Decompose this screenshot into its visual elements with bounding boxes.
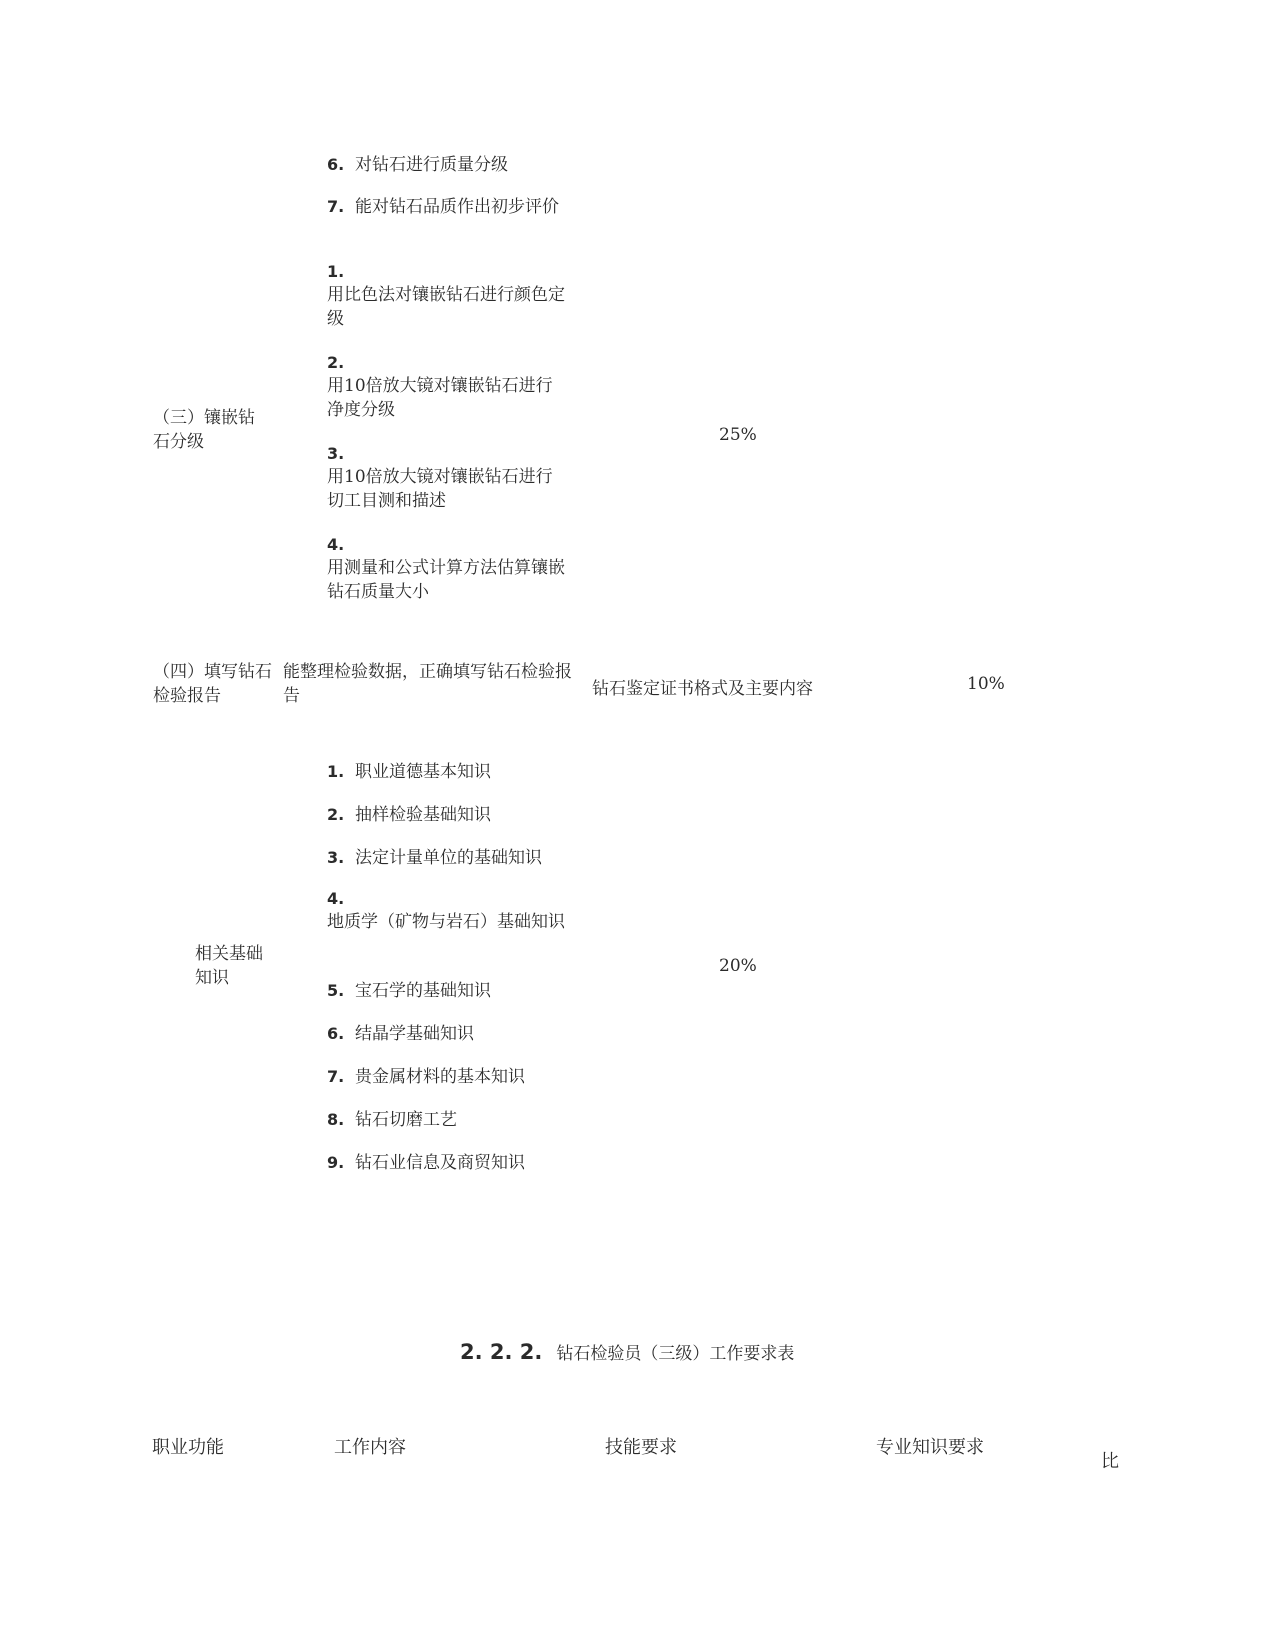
table-title [460,1339,794,1364]
job-function-report: （四）填写钻石检验报告 [153,662,272,706]
list-item [327,150,508,175]
list-item [327,261,567,331]
list-item [327,534,567,604]
list-item [327,976,491,1001]
item-text: 钻石业信息及商贸知识 [355,1153,525,1173]
item-number: 7. [327,197,345,216]
item-number: 3. [327,444,345,463]
list-item [327,1105,457,1130]
item-text: 用测量和公式计算方法估算镶嵌钻石质量大小 [327,558,565,602]
weight-percent: 25% [719,425,757,445]
section-title: 钻石检验员（三级）工作要求表 [556,1344,795,1364]
item-text: 贵金属材料的基本知识 [355,1067,525,1087]
item-number: 9. [327,1153,345,1172]
item-text: 用10倍放大镜对镶嵌钻石进行切工目测和描述 [327,467,553,511]
job-function-basic: 相关基础知识 [195,944,263,988]
list-item [327,352,567,422]
item-number: 2. [327,805,345,824]
list-item [327,1019,474,1044]
item-number: 6. [327,1024,345,1043]
item-text: 能对钻石品质作出初步评价 [355,197,559,217]
knowledge-requirement: 钻石鉴定证书格式及主要内容 [592,679,813,699]
item-number: 1. [327,762,345,781]
list-item [327,443,567,513]
item-text: 地质学（矿物与岩石）基础知识 [327,912,565,932]
item-text: 钻石切磨工艺 [355,1110,457,1130]
column-header-knowledge: 专业知识要求 [876,1437,984,1458]
item-number: 1. [327,262,345,281]
job-function-inlay: （三）镶嵌钻石分级 [153,408,255,452]
list-item [327,757,491,782]
item-number: 5. [327,981,345,1000]
item-number: 2. [327,353,345,372]
list-item [327,800,491,825]
item-text: 职业道德基本知识 [355,762,491,782]
item-number: 8. [327,1110,345,1129]
list-item [327,1148,525,1173]
item-number: 3. [327,848,345,867]
column-header-content: 工作内容 [334,1437,406,1458]
item-text: 法定计量单位的基础知识 [355,848,542,868]
item-number: 7. [327,1067,345,1086]
weight-percent: 20% [719,956,757,976]
list-item [327,843,542,868]
work-content: 能整理检验数据，正确填写钻石检验报告 [283,662,572,706]
list-item [327,192,559,217]
item-text: 对钻石进行质量分级 [355,155,508,175]
column-header-weight: 比 [1101,1451,1119,1472]
column-header-skills: 技能要求 [605,1437,677,1458]
item-number: 4. [327,535,345,554]
section-number: 2. 2. 2. [460,1340,543,1364]
item-number: 4. [327,889,345,908]
list-item [327,888,572,934]
item-text: 用比色法对镶嵌钻石进行颜色定级 [327,285,565,329]
item-text: 宝石学的基础知识 [355,981,491,1001]
list-item [327,1062,525,1087]
item-text: 抽样检验基础知识 [355,805,491,825]
item-text: 结晶学基础知识 [355,1024,474,1044]
weight-percent: 10% [967,674,1005,694]
item-number: 6. [327,155,345,174]
column-header-function: 职业功能 [152,1437,224,1458]
item-text: 用10倍放大镜对镶嵌钻石进行净度分级 [327,376,553,420]
